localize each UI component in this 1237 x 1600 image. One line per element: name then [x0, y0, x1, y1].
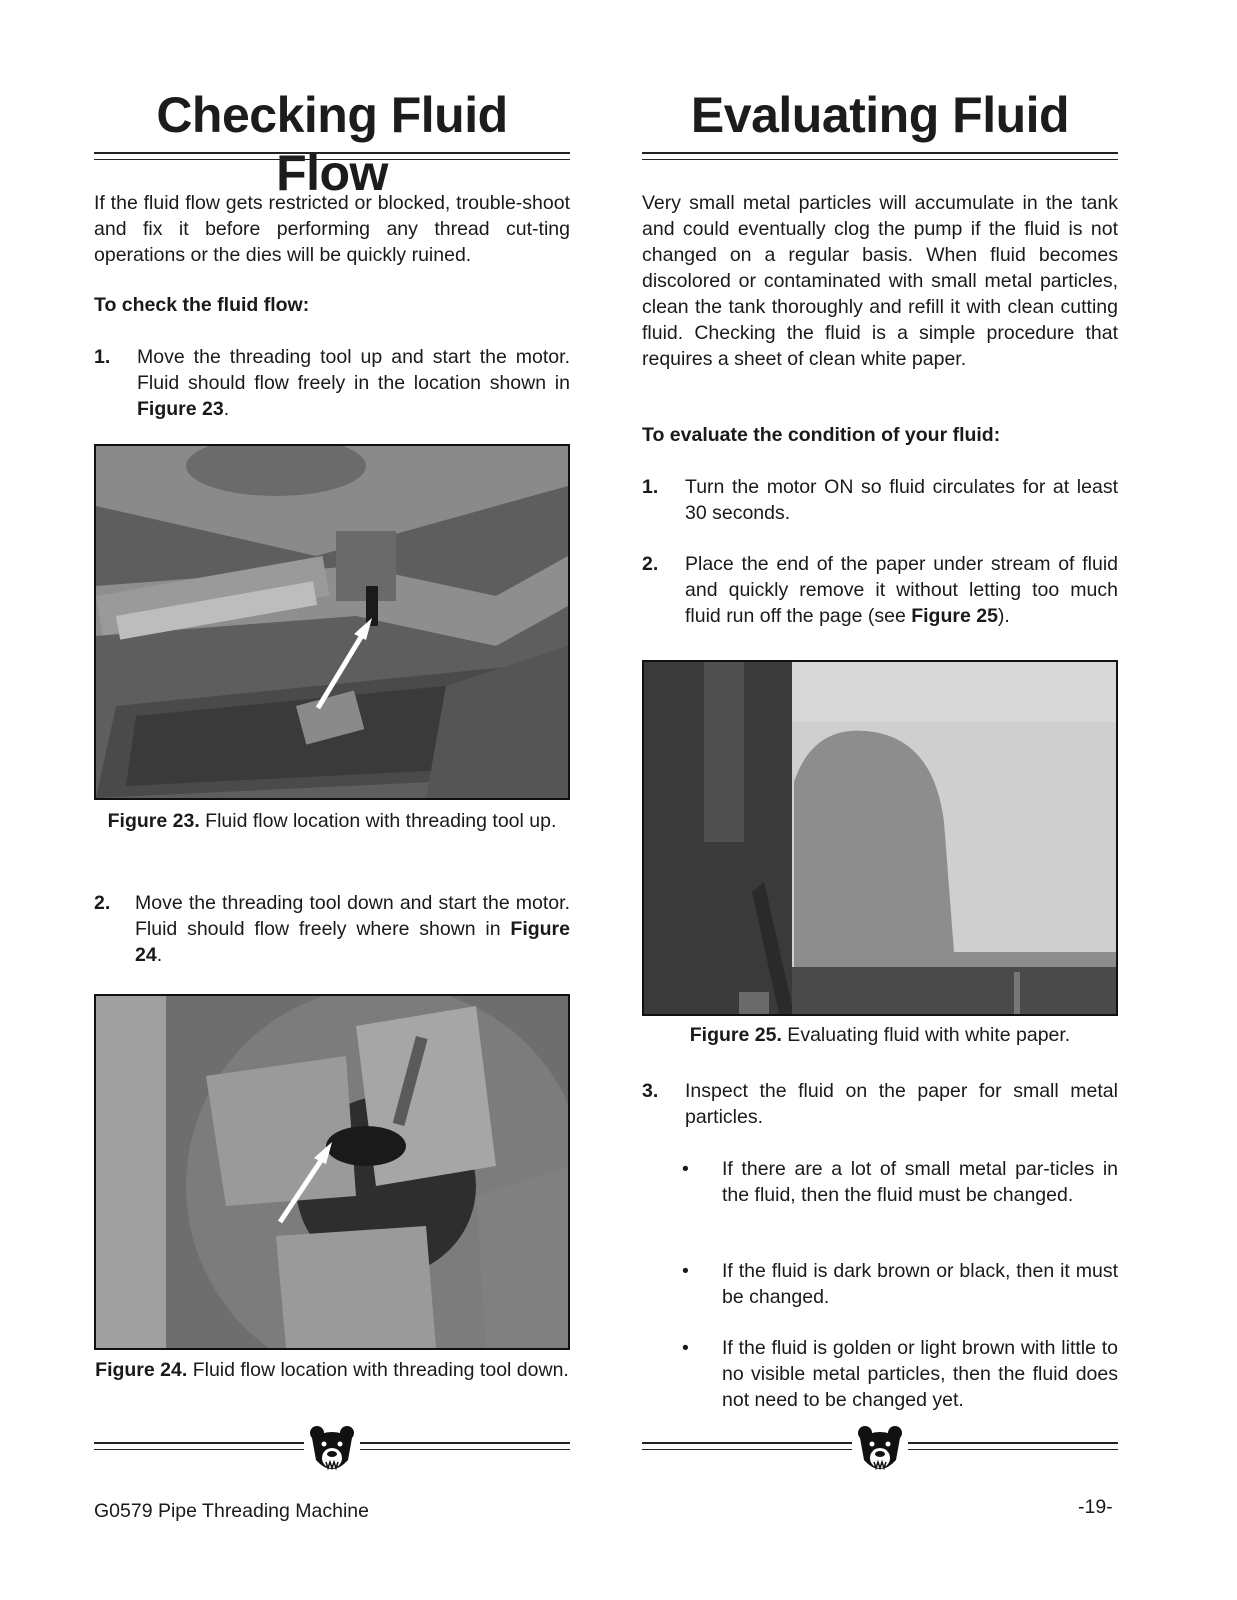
- figure-23-caption: Figure 23. Fluid flow location with threading tool up.: [107, 810, 557, 832]
- step-2-check: [94, 890, 570, 970]
- step-1-check: [94, 344, 570, 424]
- intro-paragraph: Very small metal particles will accumulate in the tank and could eventually clog the pump if the fluid is not changed on a regular basis. When fluid becomes discolored or contaminated with small metal particles, clean the tank thoroughly and refill it with clean cutting fluid. Checking the fluid is a simple procedure that requires a sheet of clean white paper.: [642, 192, 1118, 370]
- step-number: 1.: [94, 346, 111, 368]
- left-column: [94, 0, 570, 1600]
- section-title-evaluating-fluid: Evaluating Fluid: [690, 87, 1070, 143]
- step-1-evaluate: [642, 474, 1118, 530]
- bullet-item: [682, 1258, 1118, 1314]
- figure-25-caption: Figure 25. Evaluating fluid with white paper.: [689, 1024, 1071, 1046]
- figure-24-caption: Figure 24. Fluid flow location with threading tool down.: [95, 1359, 569, 1381]
- bullet-text: If there are a lot of small metal par-ticles in the fluid, then the fluid must be changed.: [722, 1158, 1118, 1206]
- bullet-text: If the fluid is dark brown or black, then it must be changed.: [722, 1260, 1118, 1308]
- footer-rule-right-a: [642, 1442, 852, 1450]
- bullet-glyph: •: [682, 1260, 689, 1282]
- footer-rule-left-a: [94, 1442, 304, 1450]
- footer-rule-right-b: [908, 1442, 1118, 1450]
- step-3-evaluate: [642, 1078, 1118, 1134]
- footer-model-name: G0579 Pipe Threading Machine: [94, 1500, 369, 1522]
- title-divider: [642, 152, 1118, 160]
- step-text: Move the threading tool down and start the motor. Fluid should flow freely where shown in Figure 24.: [135, 892, 570, 966]
- step-number: 3.: [642, 1080, 659, 1102]
- step-number: 2.: [94, 892, 111, 914]
- step-text: Place the end of the paper under stream of fluid and quickly remove it without letting too much fluid run off the page (see Figure 25).: [685, 553, 1118, 627]
- figure-reference: Figure 25: [911, 605, 998, 627]
- subheading-evaluate: To evaluate the condition of your fluid:: [642, 424, 1001, 446]
- figure-25-photo: [642, 660, 1118, 1016]
- section-title-checking-fluid-flow: Checking Fluid Flow: [156, 87, 508, 201]
- figure-label: Figure 23.: [107, 810, 200, 832]
- step-2-evaluate: [642, 551, 1118, 631]
- bullet-glyph: •: [682, 1337, 689, 1359]
- figure-reference: Figure 24: [135, 918, 570, 966]
- bear-head-icon: [308, 1424, 356, 1476]
- step-text: Inspect the fluid on the paper for small metal particles.: [685, 1080, 1118, 1128]
- footer-rule-left-b: [360, 1442, 570, 1450]
- step-number: 2.: [642, 553, 659, 575]
- intro-paragraph: If the fluid flow gets restricted or blocked, trouble-shoot and fix it before performing any thread cut-ting operations or the dies will be quickly ruined.: [94, 192, 570, 266]
- bullet-item: [682, 1156, 1118, 1236]
- bullet-text: If the fluid is golden or light brown with little to no visible metal particles, then the fluid does not need to be changed yet.: [722, 1337, 1118, 1411]
- bear-head-icon: [856, 1424, 904, 1476]
- step-text: Move the threading tool up and start the motor. Fluid should flow freely in the location shown in Figure 23.: [137, 346, 570, 420]
- title-divider: [94, 152, 570, 160]
- right-column: [642, 0, 1118, 1600]
- figure-label: Figure 25.: [689, 1024, 782, 1046]
- subheading-check-flow: To check the fluid flow:: [94, 294, 310, 316]
- figure-24-photo: [94, 994, 570, 1350]
- figure-reference: Figure 23: [137, 398, 224, 420]
- step-number: 1.: [642, 476, 659, 498]
- figure-label: Figure 24.: [95, 1359, 188, 1381]
- footer-page-number: -19-: [1078, 1496, 1113, 1518]
- figure-23-photo: [94, 444, 570, 800]
- step-text: Turn the motor ON so fluid circulates for at least 30 seconds.: [685, 476, 1118, 524]
- white-paper-photo: [644, 662, 1116, 1014]
- bullet-glyph: •: [682, 1158, 689, 1180]
- bullet-item: [682, 1335, 1118, 1415]
- threading-tool-down-photo: [96, 996, 568, 1348]
- threading-tool-up-photo: [96, 446, 568, 798]
